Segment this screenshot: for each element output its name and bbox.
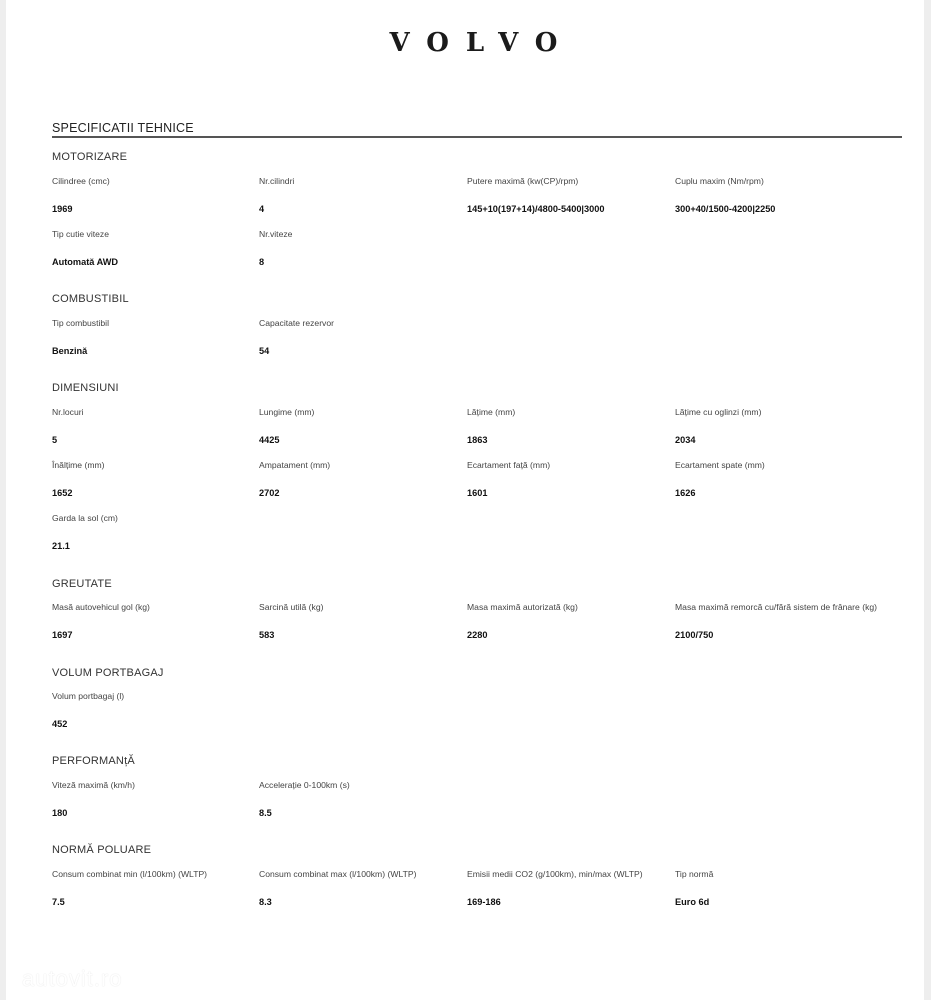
field-label: Masa maximă autorizată (kg) — [467, 602, 578, 612]
field-value: 7.5 — [52, 897, 65, 907]
field-value: 300+40/1500-4200|2250 — [675, 204, 776, 214]
section-title-norma-poluare: NORMĂ POLUARE — [52, 844, 152, 856]
section-title-volum-portbagaj: VOLUM PORTBAGAJ — [52, 667, 164, 679]
spec-sheet-page — [6, 0, 924, 1000]
field-value: Euro 6d — [675, 897, 710, 907]
field-label: Emisii medii CO2 (g/100km), min/max (WLTP) — [467, 869, 643, 879]
section-title-dimensiuni: DIMENSIUNI — [52, 382, 119, 394]
volvo-logo: VOLVO — [389, 28, 575, 58]
field-label: Accelerație 0-100km (s) — [259, 780, 350, 790]
field-label: Putere maximă (kw(CP)/rpm) — [467, 176, 579, 186]
field-label: Ecartament față (mm) — [467, 460, 551, 470]
field-value: 1652 — [52, 488, 73, 498]
page-title: SPECIFICATII TEHNICE — [52, 121, 194, 135]
section-title-motorizare: MOTORIZARE — [52, 151, 128, 163]
field-value: 583 — [259, 630, 275, 640]
field-value: 54 — [259, 346, 270, 356]
field-value: 180 — [52, 808, 68, 818]
field-label: Ecartament spate (mm) — [675, 460, 765, 470]
section-title-combustibil: COMBUSTIBIL — [52, 293, 129, 305]
field-label: Tip cutie viteze — [52, 229, 109, 239]
field-value: 1626 — [675, 488, 696, 498]
field-label: Lungime (mm) — [259, 407, 315, 417]
field-label: Înălțime (mm) — [52, 460, 105, 470]
field-label: Viteză maximă (km/h) — [52, 780, 135, 790]
field-value: 452 — [52, 719, 68, 729]
field-value: 2034 — [675, 435, 696, 445]
field-label: Nr.viteze — [259, 229, 293, 239]
field-label: Capacitate rezervor — [259, 318, 334, 328]
field-label: Nr.cilindri — [259, 176, 295, 186]
field-value: 1969 — [52, 204, 73, 214]
field-label: Ampatament (mm) — [259, 460, 331, 470]
field-label: Lățime (mm) — [467, 407, 516, 417]
field-value: Automată AWD — [52, 257, 119, 267]
field-label: Cuplu maxim (Nm/rpm) — [675, 176, 764, 186]
field-value: 8.3 — [259, 897, 272, 907]
field-label: Cilindree (cmc) — [52, 176, 110, 186]
field-label: Sarcină utilă (kg) — [259, 602, 324, 612]
field-value: Benzină — [52, 346, 88, 356]
field-value: 1601 — [467, 488, 488, 498]
field-value: 8.5 — [259, 808, 272, 818]
field-label: Masă autovehicul gol (kg) — [52, 602, 150, 612]
field-label: Nr.locuri — [52, 407, 84, 417]
field-value: 1697 — [52, 630, 73, 640]
field-label: Tip combustibil — [52, 318, 109, 328]
field-value: 2702 — [259, 488, 280, 498]
section-title-performanta: PERFORMANțĂ — [52, 755, 135, 767]
watermark: autovit.ro — [22, 966, 123, 991]
field-label: Masa maximă remorcă cu/fără sistem de frânare (kg) — [675, 602, 878, 612]
title-divider — [52, 136, 902, 138]
field-value: 1863 — [467, 435, 488, 445]
field-label: Tip normă — [675, 869, 714, 879]
field-label: Volum portbagaj (l) — [52, 691, 125, 701]
field-value: 5 — [52, 435, 58, 445]
field-label: Consum combinat min (l/100km) (WLTP) — [52, 869, 208, 879]
field-label: Garda la sol (cm) — [52, 513, 118, 523]
field-value: 4425 — [259, 435, 280, 445]
field-label: Consum combinat max (l/100km) (WLTP) — [259, 869, 417, 879]
field-value: 4 — [259, 204, 265, 214]
field-value: 169-186 — [467, 897, 501, 907]
field-value: 2280 — [467, 630, 488, 640]
field-value: 8 — [259, 257, 265, 267]
field-value: 145+10(197+14)/4800-5400|3000 — [467, 204, 605, 214]
field-value: 2100/750 — [675, 630, 714, 640]
field-value: 21.1 — [52, 541, 70, 551]
field-label: Lățime cu oglinzi (mm) — [675, 407, 762, 417]
section-title-greutate: GREUTATE — [52, 578, 112, 590]
